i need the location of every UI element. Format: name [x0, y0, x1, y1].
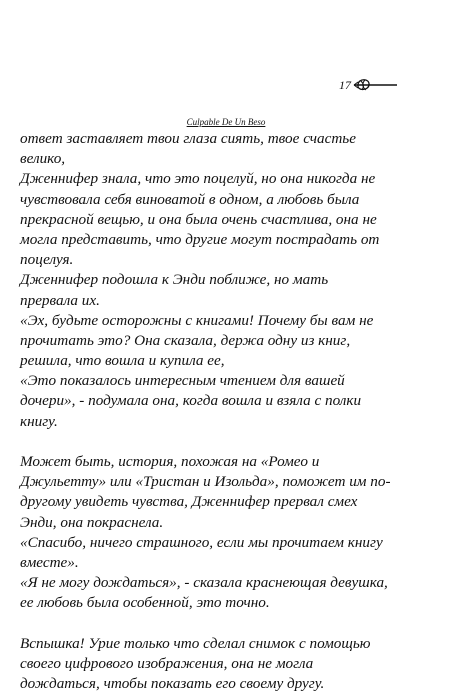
text-line: Дженнифер знала, что это поцелуй, но она никогда не — [20, 170, 376, 188]
text-line: прочитать это? Она сказала, держа одну из книг, — [20, 331, 351, 349]
text-line: Может быть, история, похожая на «Ромео и — [20, 453, 320, 470]
text-line: прервала их. — [20, 291, 100, 309]
page-header — [339, 76, 398, 94]
text-line: чувствовала себя виноватой в одном, а любовь была — [20, 190, 360, 208]
running-head — [0, 117, 452, 128]
text-line: книгу. — [20, 412, 58, 430]
text-line: «Я не могу дождаться», - сказала краснеющая девушка, — [20, 574, 388, 592]
text-line: велико, — [20, 150, 66, 168]
paragraph — [20, 452, 446, 614]
paragraph — [20, 634, 446, 694]
text-line: «Спасибо, ничего страшного, если мы прочитаем книгу — [20, 533, 383, 551]
quill-ornament-icon — [352, 76, 398, 94]
text-line: прекрасной вещью, и она была очень счастлива, она не — [20, 210, 377, 228]
text-line: вместе». — [20, 553, 79, 571]
text-line: своего цифрового изображения, она не могла — [20, 654, 314, 672]
text-line: могла представить, что другие могут пострадать от — [20, 230, 380, 248]
text-line: дождаться, чтобы показать его своему другу. — [20, 675, 325, 693]
paragraph-gap — [20, 432, 446, 452]
text-line: дочери», - подумала она, когда вошла и взяла с полки — [20, 392, 362, 410]
text-line: Дженнифер подошла к Энди поближе, но мать — [20, 271, 329, 289]
page-number: 17 — [339, 78, 351, 92]
text-line: ответ заставляет твои глаза сиять, твое счастье — [20, 130, 356, 147]
paragraph-gap — [20, 614, 446, 634]
text-line: ее любовь была особенной, это точно. — [20, 594, 270, 612]
text-line: Энди, она покраснела. — [20, 513, 164, 531]
text-line: «Это показалось интересным чтением для вашей — [20, 372, 345, 390]
text-line: Джульетту» или «Тристан и Изольда», поможет им по- — [20, 473, 391, 491]
text-line: другому увидеть чувства, Дженнифер прервал смех — [20, 493, 358, 511]
paragraph — [20, 129, 446, 432]
text-line: поцелуя. — [20, 251, 74, 269]
text-line: «Эх, будьте осторожны с книгами! Почему бы вам не — [20, 311, 374, 329]
body-text — [20, 129, 446, 694]
text-line: Вспышка! Урие только что сделал снимок с помощью — [20, 634, 371, 652]
book-title: Culpable De Un Beso — [186, 117, 266, 127]
text-line: решила, что вошла и купила ее, — [20, 352, 225, 370]
